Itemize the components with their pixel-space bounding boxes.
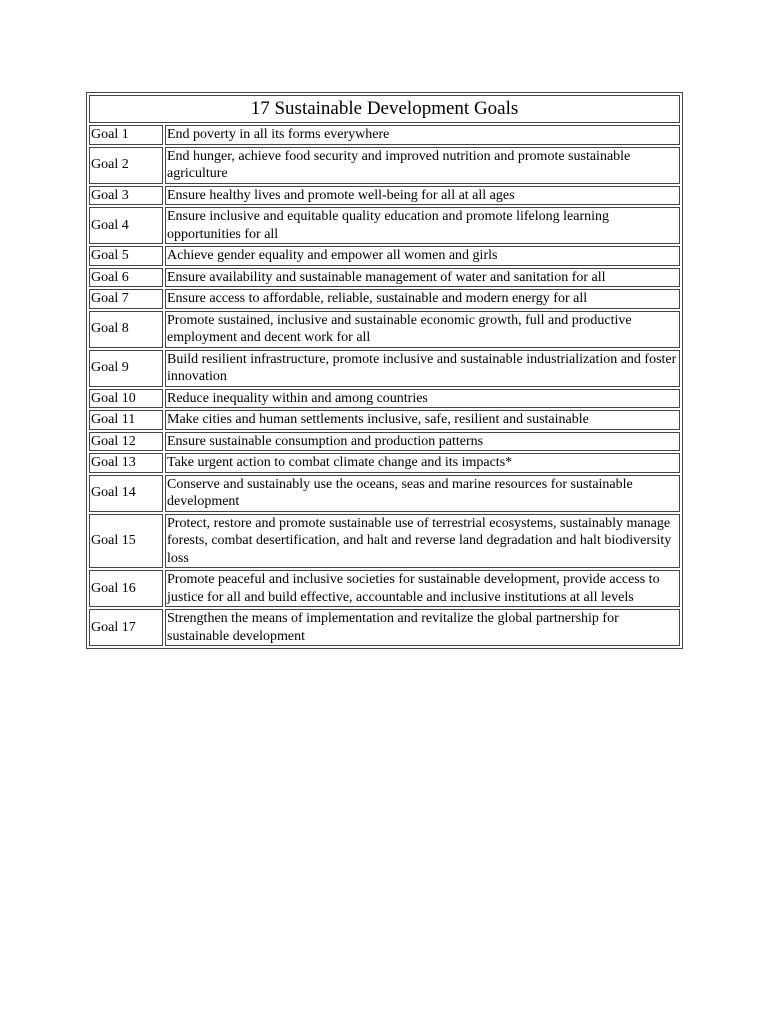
goal-label: Goal 12 xyxy=(89,432,163,452)
goal-description: Take urgent action to combat climate change and its impacts* xyxy=(165,453,680,473)
goal-label: Goal 10 xyxy=(89,389,163,409)
goal-description: Achieve gender equality and empower all women and girls xyxy=(165,246,680,266)
goal-rows xyxy=(89,125,680,646)
goal-label: Goal 9 xyxy=(89,350,163,387)
goal-description: Ensure access to affordable, reliable, sustainable and modern energy for all xyxy=(165,289,680,309)
goal-description: Strengthen the means of implementation and revitalize the global partnership for sustainable development xyxy=(165,609,680,646)
table-row xyxy=(89,207,680,244)
table-row xyxy=(89,453,680,473)
goal-label: Goal 15 xyxy=(89,514,163,569)
table-row xyxy=(89,289,680,309)
goal-description: Reduce inequality within and among countries xyxy=(165,389,680,409)
table-header-row xyxy=(89,95,680,123)
table-row xyxy=(89,186,680,206)
table-row xyxy=(89,432,680,452)
goal-description: End hunger, achieve food security and improved nutrition and promote sustainable agriculture xyxy=(165,147,680,184)
table-row xyxy=(89,350,680,387)
table-row xyxy=(89,570,680,607)
goal-description: Make cities and human settlements inclusive, safe, resilient and sustainable xyxy=(165,410,680,430)
sdg-table xyxy=(86,92,683,649)
goal-label: Goal 14 xyxy=(89,475,163,512)
goal-description: End poverty in all its forms everywhere xyxy=(165,125,680,145)
goal-description: Ensure healthy lives and promote well-being for all at all ages xyxy=(165,186,680,206)
goal-label: Goal 1 xyxy=(89,125,163,145)
table-row xyxy=(89,311,680,348)
table-title: 17 Sustainable Development Goals xyxy=(89,95,680,123)
goal-description: Promote sustained, inclusive and sustainable economic growth, full and productive employment and decent work for all xyxy=(165,311,680,348)
goal-label: Goal 3 xyxy=(89,186,163,206)
goal-description: Protect, restore and promote sustainable use of terrestrial ecosystems, sustainably manage forests, combat desertification, and halt and reverse land degradation and halt biodiversity loss xyxy=(165,514,680,569)
table-row xyxy=(89,475,680,512)
goal-description: Ensure sustainable consumption and production patterns xyxy=(165,432,680,452)
table-row xyxy=(89,125,680,145)
goal-description: Promote peaceful and inclusive societies for sustainable development, provide access to justice for all and build effective, accountable and inclusive institutions at all levels xyxy=(165,570,680,607)
table-row xyxy=(89,389,680,409)
goal-description: Ensure inclusive and equitable quality education and promote lifelong learning opportunities for all xyxy=(165,207,680,244)
table-row xyxy=(89,609,680,646)
goal-label: Goal 4 xyxy=(89,207,163,244)
goal-description: Build resilient infrastructure, promote inclusive and sustainable industrialization and foster innovation xyxy=(165,350,680,387)
table-row xyxy=(89,410,680,430)
table-row xyxy=(89,268,680,288)
goal-label: Goal 5 xyxy=(89,246,163,266)
goal-label: Goal 6 xyxy=(89,268,163,288)
goal-label: Goal 16 xyxy=(89,570,163,607)
goal-label: Goal 13 xyxy=(89,453,163,473)
goal-description: Conserve and sustainably use the oceans, seas and marine resources for sustainable development xyxy=(165,475,680,512)
table-row xyxy=(89,514,680,569)
goal-label: Goal 2 xyxy=(89,147,163,184)
goal-description: Ensure availability and sustainable management of water and sanitation for all xyxy=(165,268,680,288)
goal-label: Goal 11 xyxy=(89,410,163,430)
table-row xyxy=(89,246,680,266)
table-row xyxy=(89,147,680,184)
goal-label: Goal 7 xyxy=(89,289,163,309)
goal-label: Goal 17 xyxy=(89,609,163,646)
goal-label: Goal 8 xyxy=(89,311,163,348)
